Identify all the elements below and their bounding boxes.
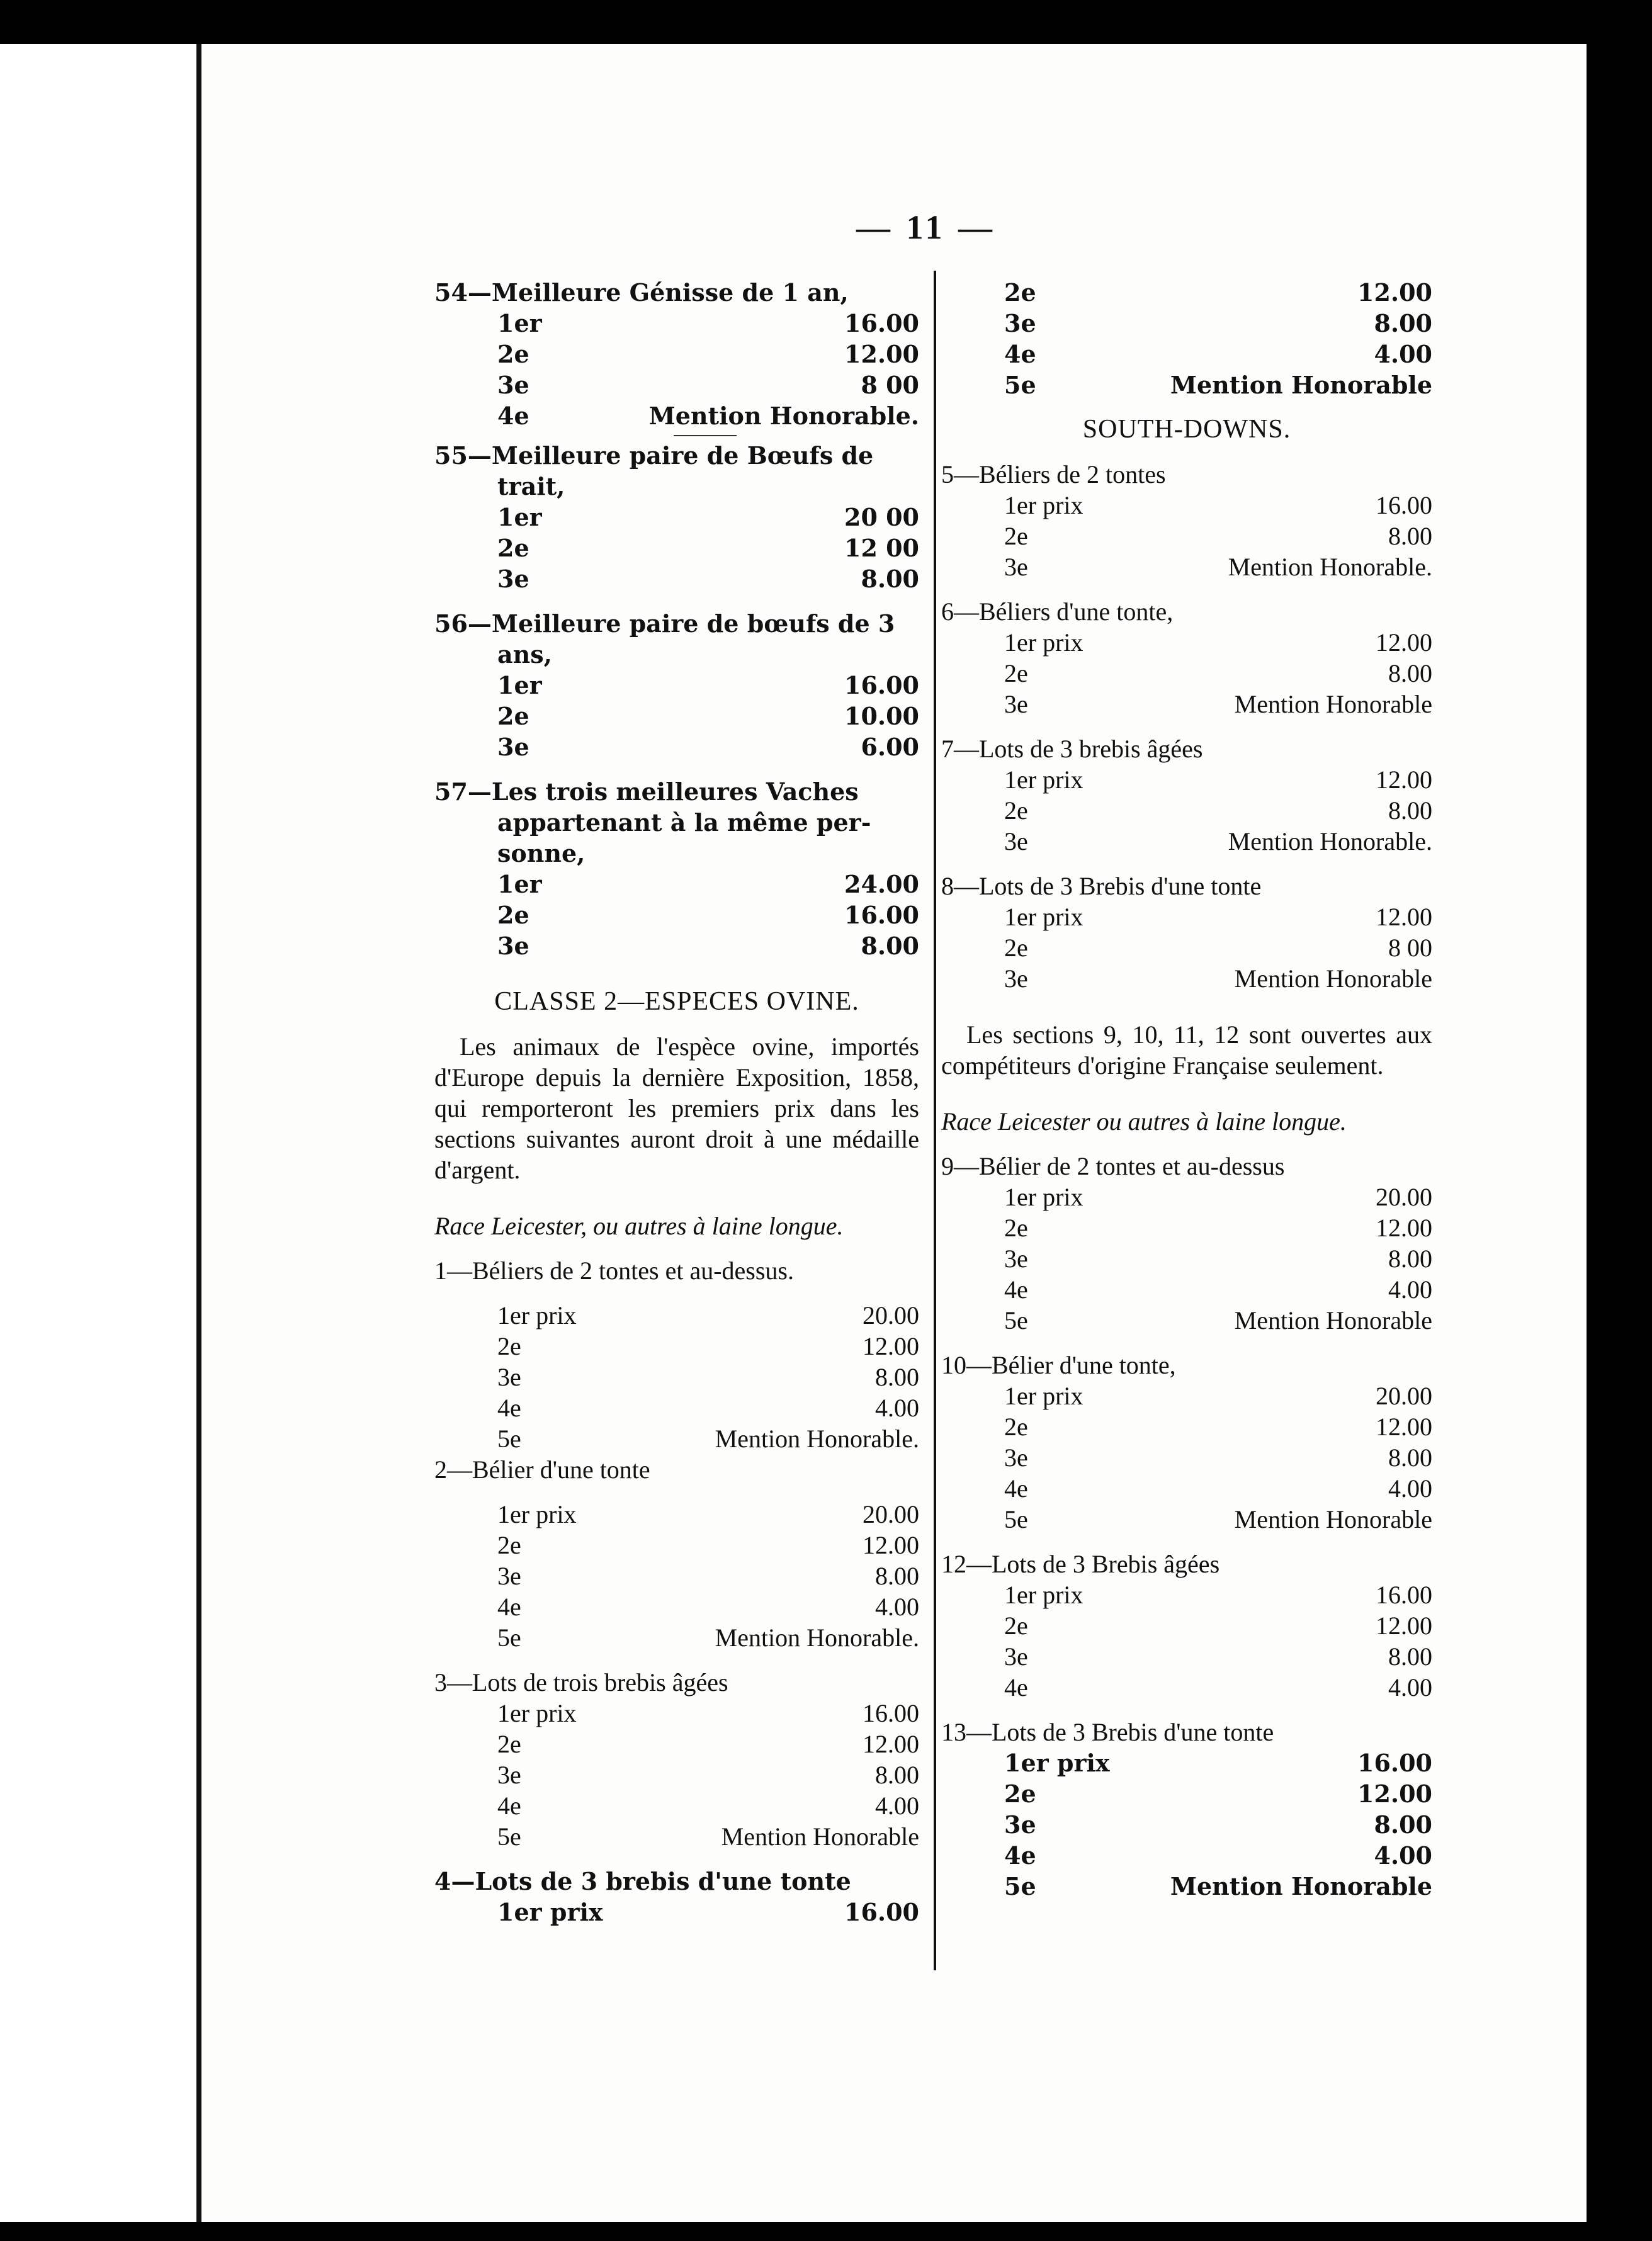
prize-row: 3e 8.00: [497, 1562, 919, 1590]
prize-row: 3e 8.00: [1004, 1642, 1432, 1671]
prize-row: 4e 4.00: [1004, 1841, 1432, 1870]
prize-row: 4e 4.00: [1004, 1474, 1432, 1503]
column-divider: [934, 271, 936, 1970]
prize-row: 4e 4.00: [1004, 1673, 1432, 1702]
section-title-cont: trait,: [497, 472, 565, 500]
section-title: 3—Lots de trois brebis âgées: [434, 1668, 728, 1696]
prize-row: 2e 12.00: [497, 340, 919, 368]
race-heading: Race Leicester, ou autres à laine longue.: [434, 1212, 844, 1240]
prize-row: 1er prix 16.00: [497, 1898, 919, 1926]
section-7: [941, 733, 1432, 857]
prize-row: 1er prix 20.00: [497, 1301, 919, 1329]
prize-row: 5e Mention Honorable: [1004, 1872, 1432, 1900]
left-column: [434, 277, 919, 1928]
section-55: [434, 440, 919, 594]
page-number: — 11 —: [856, 208, 997, 246]
section-title: 8—Lots de 3 Brebis d'une tonte: [941, 872, 1262, 900]
sections-note: Les sections 9, 10, 11, 12 sont ouvertes aux compétiteurs d'origine Française seulement.: [941, 1020, 1432, 1080]
section-5: [941, 459, 1432, 582]
section-54: [434, 277, 919, 431]
section-8: [941, 871, 1432, 994]
section-title: 55—Meilleure paire de Bœufs de: [434, 441, 874, 470]
prize-row: 2e 12.00: [497, 1332, 919, 1360]
section-57: [434, 776, 919, 961]
section-2: [434, 1454, 919, 1653]
prize-row: 5e Mention Honorable: [1004, 1505, 1432, 1533]
prize-row: 3e 8.00: [497, 1363, 919, 1391]
section-title: 7—Lots de 3 brebis âgées: [941, 735, 1203, 763]
prize-row: 2e 12.00: [1004, 1612, 1432, 1640]
section-title-cont: appartenant à la même per-: [497, 808, 871, 837]
prize-row: 2e 12.00: [1004, 1780, 1432, 1808]
prize-row: 2e 16.00: [497, 901, 919, 929]
prize-row: 3e 8.00: [1004, 309, 1432, 337]
prize-row: 2e 10.00: [497, 702, 919, 730]
section-1: [434, 1255, 919, 1454]
section-title: 9—Bélier de 2 tontes et au-dessus: [941, 1152, 1285, 1180]
prize-row: 2e 12 00: [497, 534, 919, 562]
prize-row: 1er 16.00: [497, 309, 919, 337]
prize-row: 4e 4.00: [497, 1394, 919, 1422]
section-title-cont: sonne,: [497, 839, 586, 867]
left-margin: [0, 0, 201, 2241]
prize-row: 2e 8.00: [1004, 522, 1432, 550]
right-column: [941, 277, 1432, 1902]
prize-row: 1er prix 16.00: [1004, 1749, 1432, 1777]
prize-row: 1er 16.00: [497, 671, 919, 699]
section-title: 12—Lots de 3 Brebis âgées: [941, 1550, 1220, 1578]
prize-row: 2e 12.00: [1004, 1413, 1432, 1441]
section-4: [434, 1866, 919, 1928]
prize-row: 5e Mention Honorable.: [497, 1425, 919, 1453]
prize-row: 2e 12.00: [497, 1730, 919, 1758]
section-title: 56—Meilleure paire de bœufs de 3: [434, 609, 895, 638]
prize-row: 3e Mention Honorable.: [1004, 553, 1432, 581]
section-continued: [941, 277, 1432, 400]
prize-row: 1er prix 12.00: [1004, 765, 1432, 794]
prize-row: 1er prix 16.00: [1004, 491, 1432, 519]
prize-row: 1er prix 16.00: [497, 1699, 919, 1727]
prize-row: 4e 4.00: [497, 1593, 919, 1621]
section-title: 13—Lots de 3 Brebis d'une tonte: [941, 1718, 1274, 1746]
prize-row: 3e 8.00: [497, 1761, 919, 1789]
race-heading: Race Leicester ou autres à laine longue.: [941, 1107, 1347, 1136]
prize-row: 4e 4.00: [1004, 340, 1432, 368]
section-12: [941, 1549, 1432, 1703]
prize-row: 4e 4.00: [1004, 1275, 1432, 1304]
breed-heading: SOUTH-DOWNS.: [1082, 415, 1291, 444]
prize-row: 2e 8 00: [1004, 934, 1432, 962]
prize-row: 3e Mention Honorable.: [1004, 827, 1432, 855]
rule: [674, 435, 737, 436]
section-6: [941, 596, 1432, 720]
prize-row: 2e 12.00: [1004, 1214, 1432, 1242]
intro-paragraph: Les animaux de l'espèce ovine, importés d'Europe depuis la dernière Exposition, 1858, qui remporteront les premiers prix dans les sections suivantes auront droit à une médaille d'argent.: [434, 1032, 919, 1184]
section-title: 57—Les trois meilleures Vaches: [434, 777, 859, 806]
prize-row: 5e Mention Honorable: [1004, 371, 1432, 399]
section-title-cont: ans,: [497, 640, 552, 669]
prize-row: 5e Mention Honorable: [1004, 1306, 1432, 1335]
section-title: 6—Béliers d'une tonte,: [941, 597, 1174, 626]
prize-row: 1er prix 20.00: [1004, 1382, 1432, 1410]
prize-row: 5e Mention Honorable: [497, 1822, 919, 1851]
prize-row: 5e Mention Honorable.: [497, 1623, 919, 1652]
prize-row: 1er prix 20.00: [1004, 1183, 1432, 1211]
prize-row: 3e 8 00: [497, 371, 919, 399]
scan-border-right: [1602, 0, 1652, 2241]
section-9: [941, 1151, 1432, 1336]
section-3: [434, 1667, 919, 1852]
prize-row: 3e 8.00: [497, 932, 919, 960]
prize-row: 3e 8.00: [1004, 1810, 1432, 1839]
prize-row: 3e 8.00: [497, 565, 919, 593]
prize-row: 4e Mention Honorable.: [497, 402, 919, 430]
prize-row: 1er prix 20.00: [497, 1500, 919, 1528]
section-13: [941, 1717, 1432, 1902]
prize-row: 2e 8.00: [1004, 659, 1432, 687]
prize-row: 2e 8.00: [1004, 796, 1432, 825]
prize-row: 3e Mention Honorable: [1004, 690, 1432, 718]
prize-row: 4e 4.00: [497, 1792, 919, 1820]
scan-border-bottom: [0, 2222, 1652, 2241]
prize-row: 3e Mention Honorable: [1004, 964, 1432, 993]
section-title: 2—Bélier d'une tonte: [434, 1455, 650, 1484]
scan-border-top: [0, 0, 1652, 44]
section-56: [434, 608, 919, 762]
prize-row: 1er prix 16.00: [1004, 1581, 1432, 1609]
prize-row: 2e 12.00: [1004, 278, 1432, 307]
prize-row: 1er 20 00: [497, 503, 919, 531]
prize-row: 1er prix 12.00: [1004, 903, 1432, 931]
prize-row: 3e 6.00: [497, 733, 919, 761]
section-title: 54—Meilleure Génisse de 1 an,: [434, 278, 849, 307]
class-heading: CLASSE 2—ESPECES OVINE.: [494, 987, 859, 1016]
section-10: [941, 1350, 1432, 1535]
prize-row: 1er prix 12.00: [1004, 628, 1432, 657]
prize-row: 3e 8.00: [1004, 1443, 1432, 1472]
section-title: 10—Bélier d'une tonte,: [941, 1351, 1176, 1379]
prize-row: 3e 8.00: [1004, 1245, 1432, 1273]
section-title: 1—Béliers de 2 tontes et au-dessus.: [434, 1256, 794, 1285]
prize-row: 1er 24.00: [497, 870, 919, 898]
section-title: 4—Lots de 3 brebis d'une tonte: [434, 1867, 851, 1895]
section-title: 5—Béliers de 2 tontes: [941, 460, 1166, 488]
prize-row: 2e 12.00: [497, 1531, 919, 1559]
